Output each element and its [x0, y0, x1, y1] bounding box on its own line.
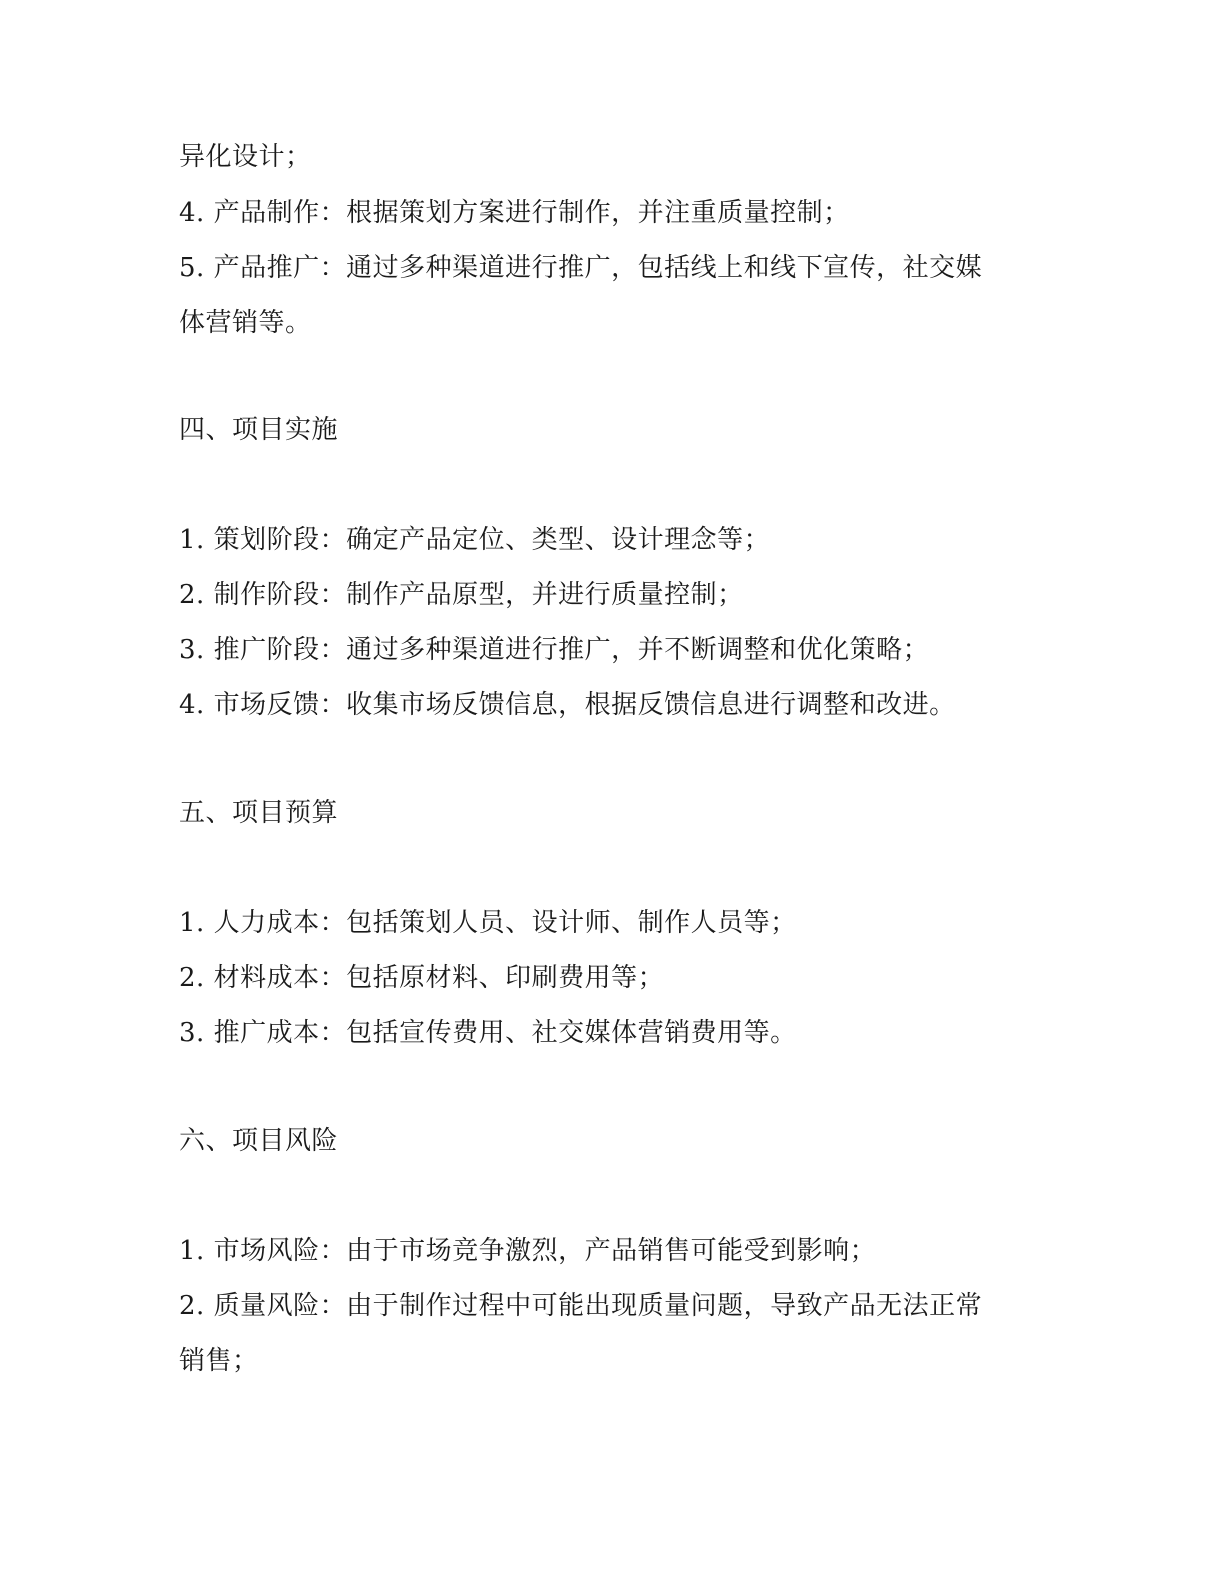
list-item: 3. 推广阶段：通过多种渠道进行推广，并不断调整和优化策略； — [179, 635, 930, 665]
body-line: 销售； — [179, 1346, 259, 1376]
list-item: 1. 人力成本：包括策划人员、设计师、制作人员等； — [179, 908, 797, 938]
list-item: 2. 质量风险：由于制作过程中可能出现质量问题，导致产品无法正常 — [179, 1291, 983, 1321]
body-line: 异化设计； — [179, 142, 312, 172]
body-line: 体营销等。 — [179, 308, 312, 338]
list-item: 2. 材料成本：包括原材料、印刷费用等； — [179, 963, 665, 993]
section-heading-risks: 六、项目风险 — [179, 1126, 339, 1156]
section-heading-implementation: 四、项目实施 — [179, 415, 339, 445]
list-item: 3. 推广成本：包括宣传费用、社交媒体营销费用等。 — [179, 1018, 797, 1048]
section-heading-budget: 五、项目预算 — [179, 798, 339, 828]
list-item: 1. 策划阶段：确定产品定位、类型、设计理念等； — [179, 525, 771, 555]
list-item: 4. 市场反馈：收集市场反馈信息，根据反馈信息进行调整和改进。 — [179, 690, 956, 720]
list-item: 5. 产品推广：通过多种渠道进行推广，包括线上和线下宣传，社交媒 — [179, 253, 983, 283]
list-item: 4. 产品制作：根据策划方案进行制作，并注重质量控制； — [179, 198, 850, 228]
list-item: 1. 市场风险：由于市场竞争激烈，产品销售可能受到影响； — [179, 1236, 877, 1266]
list-item: 2. 制作阶段：制作产品原型，并进行质量控制； — [179, 580, 744, 610]
